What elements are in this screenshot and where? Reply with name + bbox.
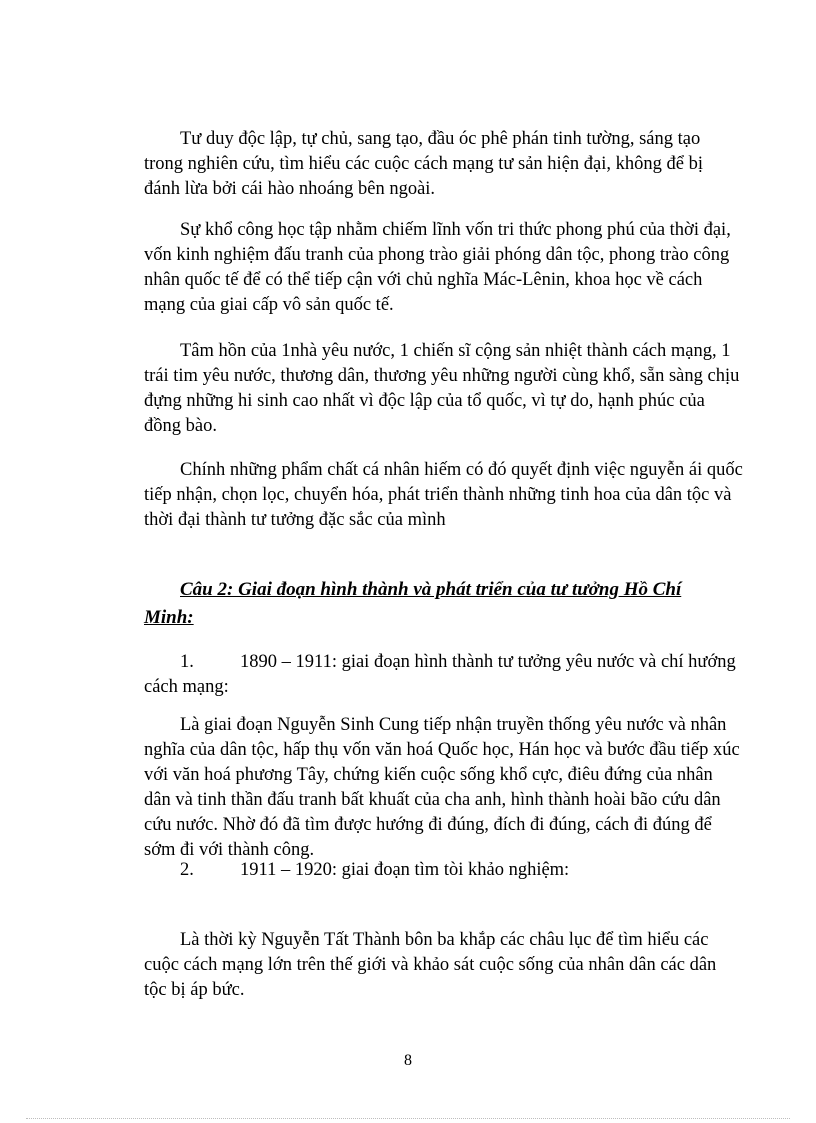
- paragraph-nguyen-sinh-cung: [144, 713, 752, 863]
- paragraph-personal-qualities: [144, 458, 752, 533]
- list-item-text: 1911 – 1920: giai đoạn tìm tòi khảo nghiệm:: [240, 860, 570, 880]
- text-line: thời đại thành tư tưởng đặc sắc của mình: [144, 510, 446, 530]
- list-number: 1.: [180, 652, 194, 672]
- list-item-text: 1890 – 1911: giai đoạn hình thành tư tưởng yêu nước và chí hướng: [240, 652, 736, 672]
- text-line: Sự khổ công học tập nhằm chiếm lĩnh vốn tri thức phong phú của thời đại,: [180, 220, 731, 240]
- text-line: cứu nước. Nhờ đó đã tìm được hướng đi đúng, đích đi đúng, cách đi đúng để: [144, 815, 712, 835]
- text-line: cuộc cách mạng lớn trên thế giới và khảo sát cuộc sống của nhân dân các dân: [144, 955, 717, 975]
- heading-line: Minh:: [144, 607, 194, 628]
- list-item-1911-1920: [144, 858, 752, 883]
- text-line: tộc bị áp bức.: [144, 980, 245, 1000]
- text-line: nhân quốc tế để có thể tiếp cận với chủ nghĩa Mác-Lênin, khoa học về cách: [144, 270, 703, 290]
- text-line: Là giai đoạn Nguyễn Sinh Cung tiếp nhận truyền thống yêu nước và nhân: [180, 715, 727, 735]
- text-line: tiếp nhận, chọn lọc, chuyển hóa, phát triển thành những tinh hoa của dân tộc và: [144, 485, 732, 505]
- text-line: sớm đi với thành công.: [144, 840, 315, 860]
- paragraph-patriot-soul: [144, 339, 752, 439]
- text-line: đựng những hi sinh cao nhất vì độc lập của tổ quốc, vì tự do, hạnh phúc của: [144, 391, 705, 411]
- text-line: Là thời kỳ Nguyễn Tất Thành bôn ba khắp các châu lục để tìm hiểu các: [180, 930, 709, 950]
- page-bottom-divider: [26, 1118, 790, 1119]
- text-line: đồng bào.: [144, 416, 217, 436]
- paragraph-independent-thinking: [144, 127, 752, 202]
- page-number: 8: [404, 1052, 412, 1069]
- text-line: mạng của giai cấp vô sản quốc tế.: [144, 295, 394, 315]
- text-line: Chính những phẩm chất cá nhân hiếm có đó quyết định việc nguyễn ái quốc: [180, 460, 743, 480]
- paragraph-diligent-study: [144, 218, 752, 318]
- list-number: 2.: [180, 860, 194, 880]
- text-line: dân và tinh thần đấu tranh bất khuất của cha anh, hình thành hoài bão cứu dân: [144, 790, 721, 810]
- text-line: Tâm hồn của 1nhà yêu nước, 1 chiến sĩ cộng sản nhiệt thành cách mạng, 1: [180, 341, 731, 361]
- text-line: trong nghiên cứu, tìm hiểu các cuộc cách mạng tư sản hiện đại, không để bị: [144, 154, 703, 174]
- text-line: trái tim yêu nước, thương dân, thương yêu những người cùng khổ, sẵn sàng chịu: [144, 366, 740, 386]
- section-heading: [144, 576, 754, 632]
- text-line: với văn hoá phương Tây, chứng kiến cuộc sống khổ cực, điêu đứng của nhân: [144, 765, 713, 785]
- list-item-1890-1911: [144, 650, 752, 700]
- text-line: nghĩa của dân tộc, hấp thụ vốn văn hoá Quốc học, Hán học và bước đầu tiếp xúc: [144, 740, 740, 760]
- text-line: vốn kinh nghiệm đấu tranh của phong trào giải phóng dân tộc, phong trào công: [144, 245, 730, 265]
- text-line: Tư duy độc lập, tự chủ, sang tạo, đầu óc phê phán tinh tường, sáng tạo: [180, 129, 701, 149]
- paragraph-nguyen-tat-thanh: [144, 928, 752, 1003]
- text-line: đánh lừa bởi cái hào nhoáng bên ngoài.: [144, 179, 436, 199]
- heading-line: Câu 2: Giai đoạn hình thành và phát triển của tư tưởng Hồ Chí: [180, 579, 682, 600]
- list-item-text: cách mạng:: [144, 677, 229, 697]
